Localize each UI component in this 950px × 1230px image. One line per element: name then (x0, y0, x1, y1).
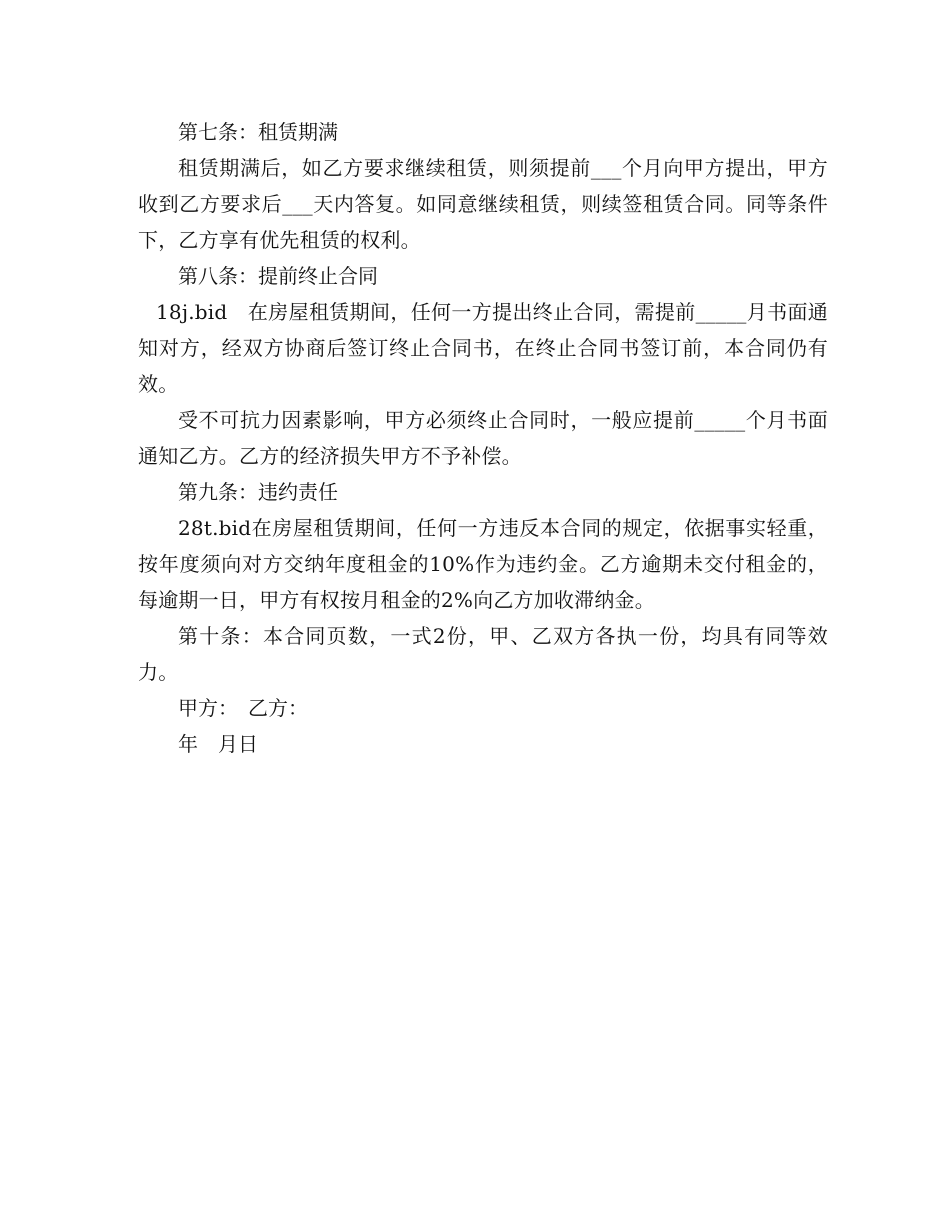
article-8-body-1: 18j.bid 在房屋租赁期间，任何一方提出终止合同，需提前_____月书面通知对方，经双方协商后签订终止合同书，在终止合同书签订前，本合同仍有效。 (138, 300, 828, 396)
signature-date: 年 月日 (178, 732, 258, 756)
article-9-body: 28t.bid在房屋租赁期间，任何一方违反本合同的规定，依据事实轻重，按年度须向对方交纳年度租金的10%作为违约金。乙方逾期未交付租金的，每逾期一日，甲方有权按月租金的2%向乙方加收滞纳金。 (138, 516, 828, 612)
article-7-body: 租赁期满后，如乙方要求继续租赁，则须提前___个月向甲方提出，甲方收到乙方要求后___天内答复。如同意继续租赁，则续签租赁合同。同等条件下，乙方享有优先租赁的权利。 (138, 156, 828, 252)
article-10-body: 第十条：本合同页数，一式2份，甲、乙双方各执一份，均具有同等效力。 (138, 624, 828, 684)
document-body (138, 114, 828, 762)
article-8-heading: 第八条：提前终止合同 (178, 264, 378, 288)
article-8-body-2: 受不可抗力因素影响，甲方必须终止合同时，一般应提前_____个月书面通知乙方。乙方的经济损失甲方不予补偿。 (138, 408, 828, 468)
signature-parties: 甲方： 乙方： (178, 696, 308, 720)
article-7-heading: 第七条：租赁期满 (178, 120, 338, 144)
article-9-heading: 第九条：违约责任 (178, 480, 338, 504)
